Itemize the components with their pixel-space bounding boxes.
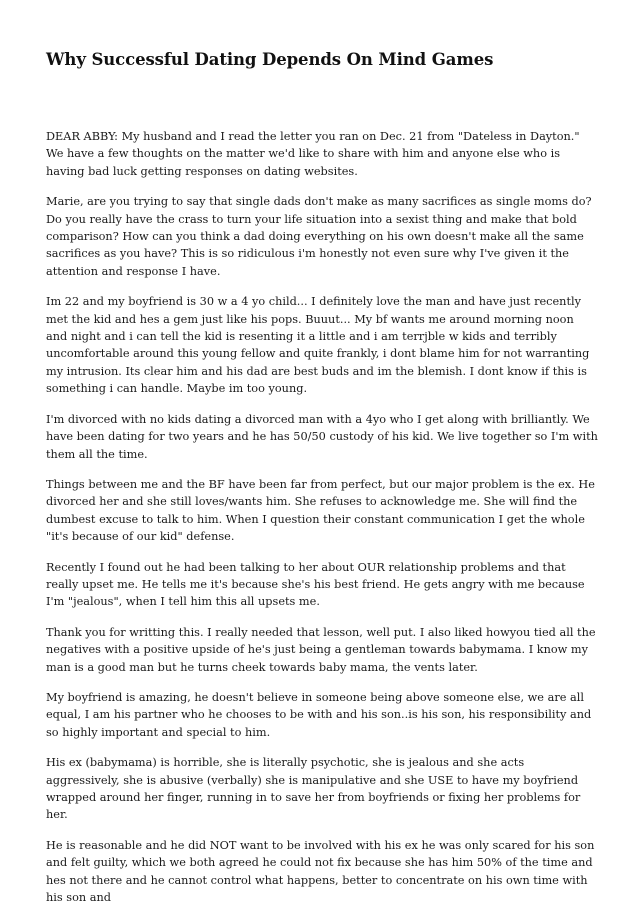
paragraph: Marie, are you trying to say that single dads don't make as many sacrifices as single moms do? Do you really have the crass to turn your life situation into a sexist thing and make that bold comparison? How can you think a dad doing everything on his own doesn't make all the same sacrifices as you have? This is so ridiculous i'm honestly not even sure why I've given it the attention and response I have. [46,195,592,278]
paragraph: Things between me and the BF have been far from perfect, but our major problem is the ex. He divorced her and she still loves/wants him. She refuses to acknowledge me. She will find the dumbest excuse to talk to him. When I question their constant communication I get the whole "it's because of our kid" defense. [46,477,595,544]
paragraph: Recently I found out he had been talking to her about OUR relationship problems and that really upset me. He tells me it's because she's his best friend. He gets angry with me because I'm "jealous", when I tell him this all upsets me. [46,560,585,609]
document-title: Why Successful Dating Depends On Mind Games [46,50,494,69]
paragraph: He is reasonable and he did NOT want to be involved with his ex he was only scared for his son and felt guilty, which we both agreed he could not fix because she has him 50% of the time and hes not there and he cannot control what happens, better to concentrate on his own time with his son and [46,838,595,905]
paragraph: My boyfriend is amazing, he doesn't believe in someone being above someone else, we are all equal, I am his partner who he chooses to be with and his son..is his son, his responsibility and so highly important and special to him. [46,690,592,739]
paragraph: I'm divorced with no kids dating a divorced man with a 4yo who I get along with brilliantly. We have been dating for two years and he has 50/50 custody of his kid. We live together so I'm with them all the time. [46,412,598,461]
paragraph: Im 22 and my boyfriend is 30 w a 4 yo child... I definitely love the man and have just recently met the kid and hes a gem just like his pops. Buuut... My bf wants me around morning noon and night and i can tell the kid is resenting it a little and i am terrjble w kids and terribly uncomfortable around this young fellow and quite frankly, i dont blame him for not warranting my intrusion. Its clear him and his dad are best buds and im the blemish. I dont know if this is something i can handle. Maybe im too young. [46,295,590,396]
paragraph: His ex (babymama) is horrible, she is literally psychotic, she is jealous and she acts aggressively, she is abusive (verbally) she is manipulative and she USE to have my boyfriend wrapped around her finger, running in to save her from boyfriends or fixing her problems for her. [46,756,581,822]
paragraph: DEAR ABBY: My husband and I read the letter you ran on Dec. 21 from "Dateless in Dayton." We have a few thoughts on the matter we'd like to share with him and anyone else who is having bad luck getting responses on dating websites. [46,130,580,178]
paragraph: Thank you for writting this. I really needed that lesson, well put. I also liked howyou tied all the negatives with a positive upside of he's just being a gentleman towards babymama. I know my man is a good man but he turns cheek towards baby mama, the vents later. [46,625,596,674]
document-body [46,128,598,919]
